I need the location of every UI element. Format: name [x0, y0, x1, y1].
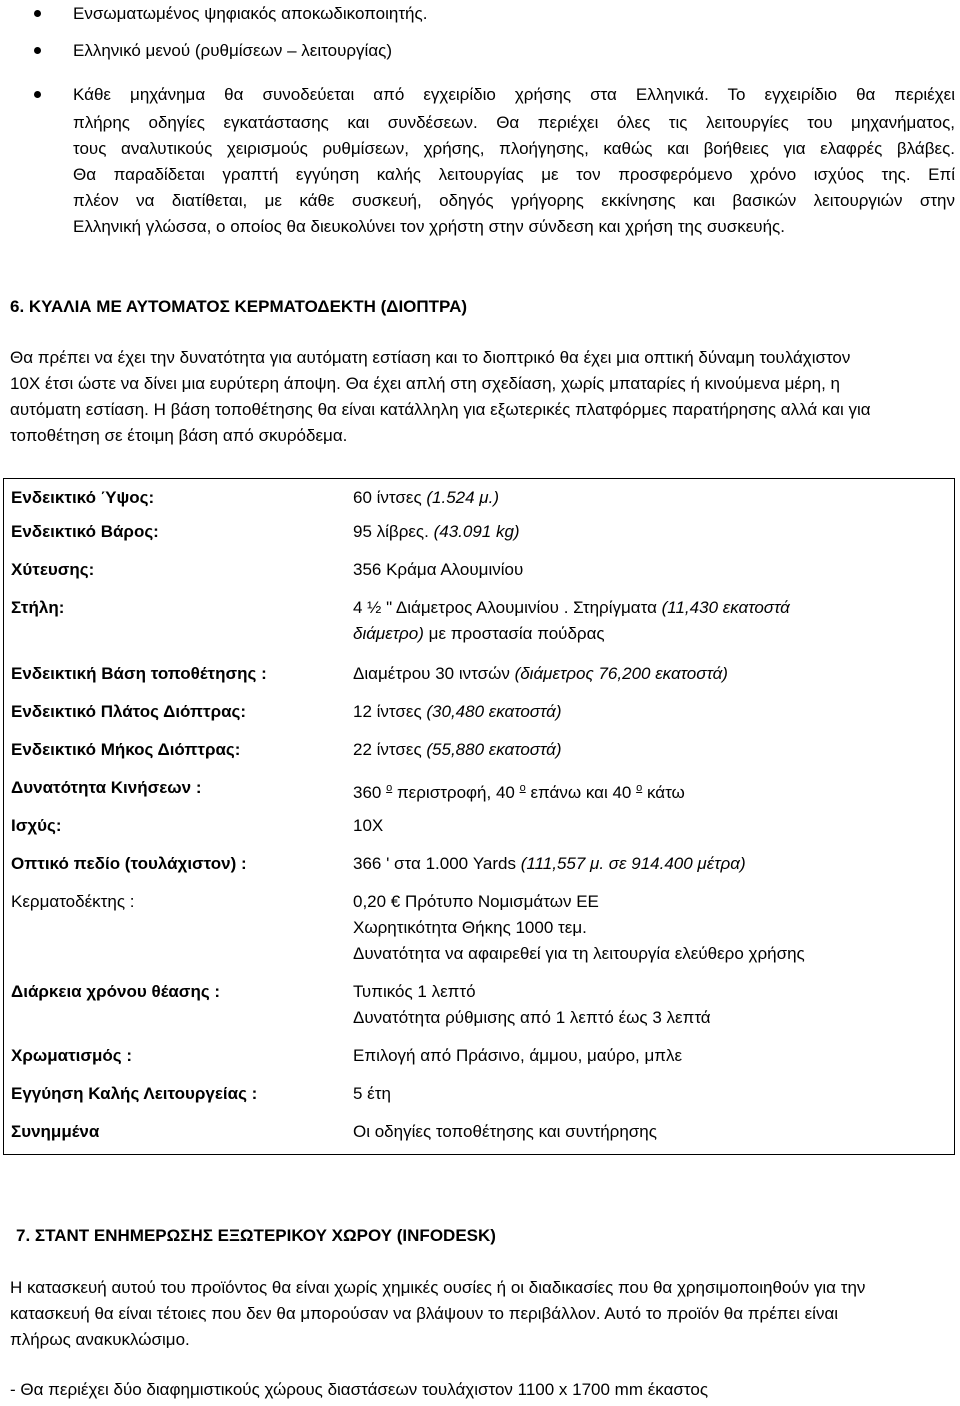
paragraph-line: αυτόματη εστίαση. Η βάση τοποθέτησης θα είναι κατάλληλη για εξωτερικές πλατφόρμες παρατήρησης αλλά και για — [10, 400, 871, 419]
spec-label: Ενδεικτικό Πλάτος Διόπτρας: — [11, 701, 247, 721]
paragraph-line: πλήρης οδηγίες εγκατάστασης και συνδέσεων. Θα περιέχει όλες τις λειτουργίες του μηχανήματος, — [73, 113, 955, 132]
manual-paragraph — [73, 110, 955, 240]
table-row — [4, 1119, 955, 1155]
spec-value: 60 ίντσες (1.524 μ.) — [353, 488, 499, 507]
section-6-heading: 6. ΚΥΑΛΙΑ ΜΕ ΑΥΤΟΜΑΤΟΣ ΚΕΡΜΑΤΟΔΕΚΤΗ (ΔΙΟΠΤΡΑ) — [10, 297, 468, 316]
section-7-paragraph — [10, 1275, 955, 1353]
paragraph-line: τους αναλυτικούς χειρισμούς ρυθμίσεων, χρήσης, πλοήγησης, καθώς και βοήθειες για ελαφρές βλάβες. — [73, 139, 955, 158]
spec-value: Οι οδηγίες τοποθέτησης και συντήρησης — [353, 1121, 657, 1141]
table-row — [4, 557, 955, 595]
table-row — [4, 659, 955, 699]
paragraph-line: πλήρως ανακυκλώσιμο. — [10, 1330, 190, 1349]
spec-label: Ενδεικτικό Μήκος Διόπτρας: — [11, 739, 241, 759]
spec-label: Διάρκεια χρόνου θέασης : — [11, 981, 221, 1001]
spec-value: Επιλογή από Πράσινο, άμμου, μαύρο, μπλε — [353, 1045, 683, 1065]
spec-value: 12 ίντσες (30,480 εκατοστά) — [353, 701, 562, 721]
table-row — [4, 889, 955, 979]
spec-label: Οπτικό πεδίο (τουλάχιστον) : — [11, 853, 247, 873]
paragraph-line: κατασκευή θα είναι τέτοιες που δεν θα μπορούσαν να βλάψουν το περιβάλλον. Αυτό το προϊόν θα πρέπει είναι — [10, 1304, 839, 1323]
spec-label: Χρωματισμός : — [11, 1045, 133, 1065]
spec-label: Κερματοδέκτης : — [11, 891, 135, 911]
spec-label: Συνημμένα — [11, 1121, 100, 1141]
bullet-item — [0, 39, 960, 65]
spec-label: Ενδεικτικό Ύψος: — [11, 488, 155, 507]
paragraph-line: Ελληνική γλώσσα, ο οποίος θα διευκολύνει τον χρήστη στην σύνδεση και χρήση της συσκευής. — [73, 217, 785, 236]
table-row — [4, 479, 955, 519]
spec-value: Τυπικός 1 λεπτό Δυνατότητα ρύθμισης από 1 λεπτό έως 3 λεπτά — [353, 981, 711, 1027]
bullet-icon — [34, 91, 41, 98]
bullet-text: Κάθε μηχάνημα θα συνοδεύεται από εγχειρίδιο χρήσης στα Ελληνικά. Το εγχειρίδιο θα περιέχει — [73, 85, 955, 104]
spec-value: 10Χ — [353, 815, 384, 835]
bullet-text: Ελληνικό μενού (ρυθμίσεων – λειτουργίας) — [73, 41, 392, 60]
table-row — [4, 813, 955, 851]
bullet-text: Ενσωματωμένος ψηφιακός αποκωδικοποιητής. — [73, 4, 428, 23]
table-row — [4, 699, 955, 737]
paragraph-line: Θα παραδίδεται γραπτή εγγύηση καλής λειτουργίας με τον προσφερόμενο χρόνο ισχύος της. Επί — [73, 165, 955, 184]
specs-table — [3, 478, 955, 1155]
spec-value: 0,20 € Πρότυπο Νομισμάτων ΕΕ Χωρητικότητα Θήκης 1000 τεμ. Δυνατότητα να αφαιρεθεί για τη λειτουργία ελεύθερο χρήσης — [353, 891, 805, 963]
section-6-paragraph — [10, 345, 955, 449]
spec-value: 22 ίντσες (55,880 εκατοστά) — [353, 739, 562, 759]
table-row — [4, 1081, 955, 1119]
table-row — [4, 851, 955, 889]
paragraph-line: Η κατασκευή αυτού του προϊόντος θα είναι χωρίς χημικές ουσίες ή οι διαδικασίες που θα χρησιμοποιηθούν για την — [10, 1278, 866, 1297]
spec-label: Ισχύς: — [11, 815, 62, 835]
table-row — [4, 737, 955, 775]
paragraph-line: τοποθέτηση σε έτοιμη βάση από σκυρόδεμα. — [10, 426, 348, 445]
spec-value: 356 Κράμα Αλουμινίου — [353, 559, 524, 579]
spec-label: Εγγύηση Καλής Λειτουργείας : — [11, 1083, 258, 1103]
section-7-heading: 7. ΣΤΑΝΤ ΕΝΗΜΕΡΩΣΗΣ ΕΞΩΤΕΡΙΚΟΥ ΧΩΡΟΥ (INFODESK) — [16, 1226, 496, 1245]
table-row — [4, 519, 955, 557]
bullet-icon — [34, 47, 41, 54]
bullet-icon — [34, 10, 41, 17]
spec-label: Χύτευσης: — [11, 559, 95, 579]
spec-value: 5 έτη — [353, 1083, 391, 1103]
spec-label: Ενδεικτική Βάση τοποθέτησης : — [11, 663, 267, 683]
table-row — [4, 775, 955, 813]
spec-label: Δυνατότητα Κινήσεων : — [11, 777, 202, 797]
paragraph-line: πλέον να διατίθεται, με κάθε συσκευή, οδηγός γρήγορης εκκίνησης και βασικών λειτουργιών στην — [73, 191, 955, 210]
spec-label: Στήλη: — [11, 597, 65, 617]
spec-value: 366 ' στα 1.000 Yards (111,557 μ. σε 914.400 μέτρα) — [353, 853, 746, 873]
table-row — [4, 595, 955, 659]
spec-value: Διαμέτρου 30 ιντσών (διάμετρος 76,200 εκατοστά) — [353, 663, 728, 683]
spec-value: 4 ½ " Διάμετρος Αλουμινίου . Στηρίγματα (11,430 εκατοστά διάμετρο) με προστασία πούδρας — [353, 597, 790, 643]
table-row — [4, 979, 955, 1043]
spec-label: Ενδεικτικό Βάρος: — [11, 521, 159, 541]
spec-value: 95 λίβρες. (43.091 kg) — [353, 521, 520, 541]
section-7-note: - Θα περιέχει δύο διαφημιστικούς χώρους διαστάσεων τουλάχιστον 1100 x 1700 mm έκαστος — [10, 1380, 709, 1399]
table-row — [4, 1043, 955, 1081]
spec-value: 360 $^o$ περιστροφή, 40 $^o$ επάνω και 40 $^o$ κάτω — [353, 781, 685, 802]
bullet-item — [0, 83, 960, 109]
paragraph-line: Θα πρέπει να έχει την δυνατότητα για αυτόματη εστίαση και το διοπτρικό θα έχει μια οπτική δύναμη τουλάχιστον — [10, 348, 851, 367]
bullet-item — [0, 2, 960, 28]
paragraph-line: 10Χ έτσι ώστε να δίνει μια ευρύτερη άποψη. Θα έχει απλή στη σχεδίαση, χωρίς μπαταρίες ή κινούμενα μέρη, η — [10, 374, 840, 393]
